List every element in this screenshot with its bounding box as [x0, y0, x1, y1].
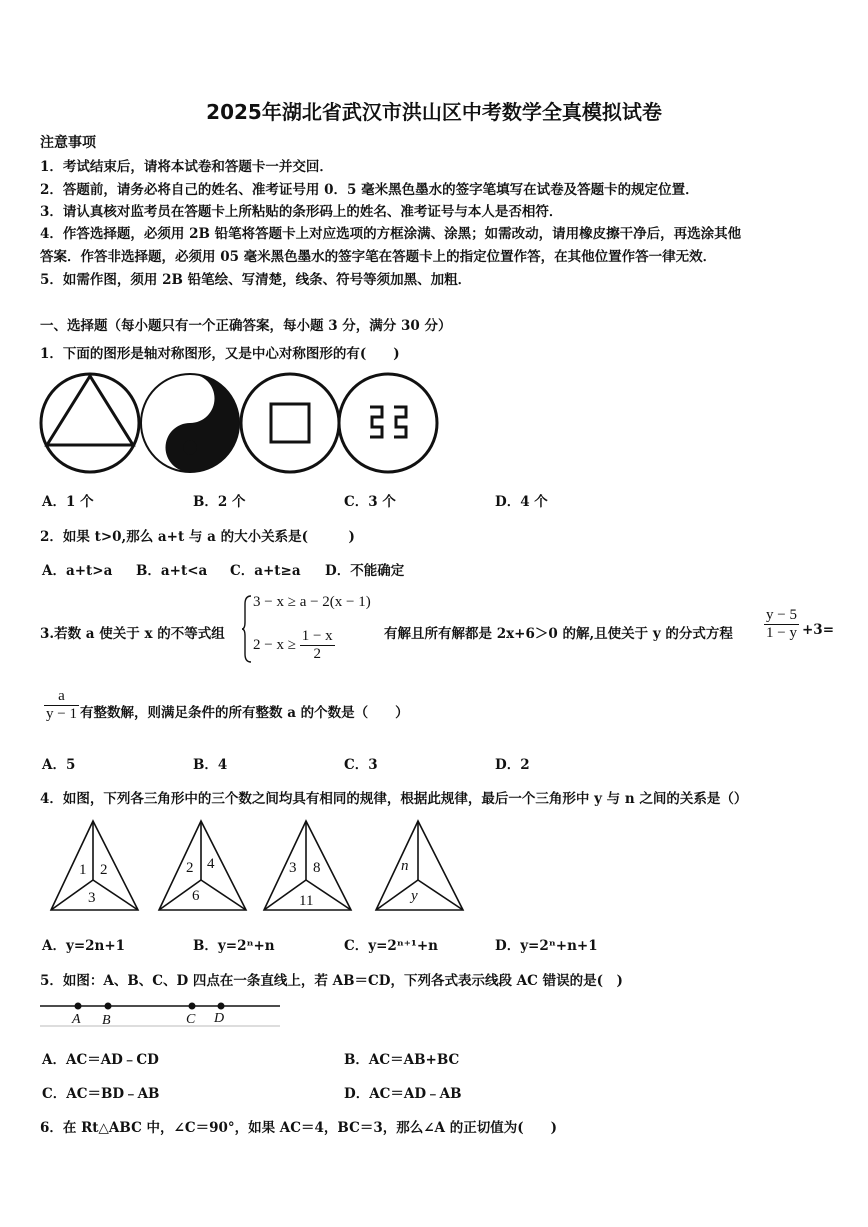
q3-equation-fraction: [764, 607, 799, 642]
circle-glyph-figure: [339, 374, 437, 472]
notice-item: 1．考试结束后，请将本试卷和答题卡一并交回．: [40, 159, 333, 175]
q3-line2-fraction: [44, 688, 79, 723]
point-b-dot: [105, 1003, 112, 1010]
q5-option-a[interactable]: A．AC＝AD﹣CD: [42, 1052, 159, 1068]
q3-option-c[interactable]: C．3: [344, 757, 378, 773]
circle-square-figure: [241, 374, 339, 472]
fraction-denominator: 1 − y: [766, 625, 797, 641]
point-c-dot: [189, 1003, 196, 1010]
q3-option-d[interactable]: D．2: [495, 757, 530, 773]
q3-eq-tail: +3=: [802, 622, 835, 638]
triangle-4-left: n: [401, 858, 409, 874]
q2-stem: 2．如果 t>0,那么 a+t 与 a 的大小关系是( ): [40, 529, 355, 545]
q3-line2-text: 有整数解，则满足条件的所有整数 a 的个数是（ ）: [80, 705, 409, 721]
notice-heading: 注意事项: [40, 135, 96, 151]
q3-middle: 有解且所有解都是 2x+6＞0 的解,且使关于 y 的分式方程: [384, 626, 733, 642]
q5-stem: 5．如图：A、B、C、D 四点在一条直线上，若 AB＝CD，下列各式表示线段 AC 错误的是( ): [40, 973, 623, 989]
point-a-dot: [75, 1003, 82, 1010]
fraction-denominator: 2: [313, 646, 321, 662]
triangle-4: [376, 821, 463, 910]
triangle-2: [159, 821, 246, 910]
q4-option-c[interactable]: C．y=2ⁿ⁺¹+n: [344, 938, 438, 954]
inequality-2-fraction: [300, 628, 335, 663]
triangle-4-bottom: y: [411, 888, 418, 904]
triangle-1: [51, 821, 138, 910]
fraction-denominator: y − 1: [46, 706, 77, 722]
section-heading: 一、选择题（每小题只有一个正确答案，每小题 3 分，满分 30 分）: [40, 318, 452, 334]
q4-option-d[interactable]: D．y=2ⁿ+n+1: [495, 938, 598, 954]
q2-option-b[interactable]: B．a+t<a: [136, 563, 208, 579]
q3-option-a[interactable]: A．5: [42, 757, 76, 773]
notice-item: 2．答题前，请务必将自己的姓名、准考证号用 0．5 毫米黑色墨水的签字笔填写在试卷及答题卡的规定位置．: [40, 182, 699, 198]
q4-triangles: [48, 818, 488, 918]
q3-prefix: 3.若数 a 使关于 x 的不等式组: [40, 626, 225, 642]
q4-stem: 4．如图，下列各三角形中的三个数之间均具有相同的规律，根据此规律，最后一个三角形中 y 与 n 之间的关系是（）: [40, 791, 748, 807]
q2-option-d[interactable]: D．不能确定: [325, 563, 405, 579]
triangle-2-bottom: 6: [192, 888, 200, 904]
point-c-label: C: [186, 1012, 196, 1027]
q1-figures: [38, 370, 458, 480]
point-b-label: B: [102, 1013, 111, 1028]
q4-option-a[interactable]: A．y=2n+1: [42, 938, 126, 954]
triangle-2-left: 2: [186, 860, 194, 876]
inequality-1: 3 − x ≥ a − 2(x − 1): [253, 594, 371, 610]
q4-option-b[interactable]: B．y=2ⁿ+n: [193, 938, 275, 954]
triangle-3-right: 8: [313, 860, 321, 876]
fraction-numerator: a: [44, 688, 79, 706]
fraction-numerator: y − 5: [766, 607, 797, 623]
triangle-1-bottom: 3: [88, 890, 96, 906]
page-title: 2025年湖北省武汉市洪山区中考数学全真模拟试卷: [206, 100, 662, 124]
q1-option-a[interactable]: A．1 个: [42, 494, 94, 510]
q1-option-b[interactable]: B．2 个: [193, 494, 246, 510]
q5-option-d[interactable]: D．AC＝AD﹣AB: [344, 1086, 462, 1102]
triangle-1-left: 1: [79, 862, 87, 878]
point-d-label: D: [214, 1011, 225, 1026]
q5-number-line: [40, 998, 285, 1030]
q5-option-b[interactable]: B．AC＝AB+BC: [344, 1052, 460, 1068]
q5-option-c[interactable]: C．AC＝BD﹣AB: [42, 1086, 160, 1102]
inequality-2: [253, 628, 335, 663]
notice-item: 3．请认真核对监考员在答题卡上所粘贴的条形码上的姓名、准考证号与本人是否相符．: [40, 204, 563, 220]
notice-item: 答案．作答非选择题，必须用 05 毫米黑色墨水的签字笔在答题卡上的指定位置作答，在其他位置作答一律无效．: [40, 249, 717, 265]
triangle-3: [264, 821, 351, 910]
point-d-dot: [218, 1003, 225, 1010]
inequality-2-left: 2 − x ≥: [253, 636, 296, 653]
q1-option-d[interactable]: D．4 个: [495, 494, 548, 510]
fraction-numerator: 1 − x: [301, 628, 333, 644]
triangle-2-right: 4: [207, 856, 215, 872]
q2-option-c[interactable]: C．a+t≥a: [230, 563, 301, 579]
triangle-3-bottom: 11: [299, 893, 314, 909]
notice-item: 4．作答选择题，必须用 2B 铅笔将答题卡上对应选项的方框涂满、涂黑；如需改动，请用橡皮擦干净后，再选涂其他: [40, 226, 742, 242]
yin-yang-figure: [141, 374, 239, 472]
triangle-1-right: 2: [100, 862, 108, 878]
system-brace: [241, 594, 253, 664]
q3-option-b[interactable]: B．4: [193, 757, 228, 773]
q6-stem: 6．在 Rt△ABC 中，∠C＝90°，如果 AC＝4，BC＝3，那么∠A 的正切值为( ): [40, 1120, 557, 1136]
q1-option-c[interactable]: C．3 个: [344, 494, 396, 510]
circle-triangle-figure: [41, 374, 139, 472]
point-a-label: A: [72, 1012, 81, 1027]
notice-item: 5．如需作图，须用 2B 铅笔绘、写清楚，线条、符号等须加黑、加粗．: [40, 272, 472, 288]
q2-option-a[interactable]: A．a+t>a: [42, 563, 113, 579]
triangle-3-left: 3: [289, 860, 297, 876]
q1-stem: 1．下面的图形是轴对称图形，又是中心对称图形的有( ): [40, 346, 400, 362]
